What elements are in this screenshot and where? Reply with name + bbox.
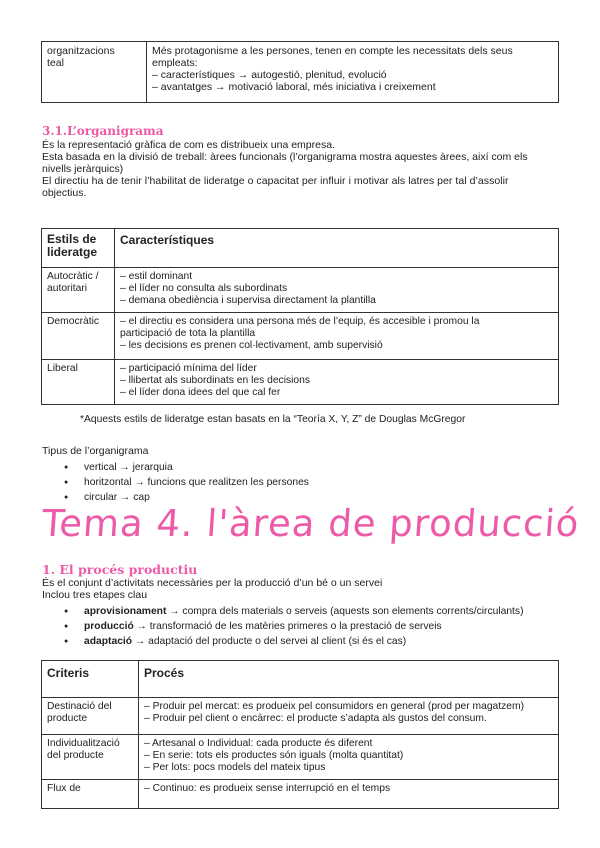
characteristics-cell: – estil dominant – el líder no consulta als subordinats – demana obediència i supervisa directament la plantilla bbox=[115, 268, 559, 313]
table-row bbox=[42, 735, 559, 780]
characteristics-cell: – participació mínima del líder – llibertat als subordinats en les decisions – el líder dona idees del que cal fer bbox=[115, 360, 559, 405]
process-stages-list bbox=[64, 604, 524, 649]
description-cell bbox=[147, 42, 559, 103]
proces-cell: – Continuo: es produeix sense interrupció en el temps bbox=[139, 780, 559, 809]
proces-cell: – Artesanal o Individual: cada producte és diferent – En serie: tots els productes són iguals (molta quantitat) – Per lots: pocs models del mateix tipus bbox=[139, 735, 559, 780]
column-header-caracteristiques: Característiques bbox=[115, 229, 559, 268]
description-line: empleats: bbox=[152, 57, 198, 69]
list-item: ● vertical → jerarquia bbox=[64, 460, 309, 475]
list-item: ● horitzontal → funcions que realitzen les persones bbox=[64, 475, 309, 490]
table-row bbox=[42, 360, 559, 405]
organigrama-heading: 3.1.L’organigrama bbox=[42, 124, 164, 138]
table-row bbox=[42, 313, 559, 360]
paragraph-line: Inclou tres etapes clau bbox=[42, 589, 148, 601]
chapter-title: Tema 4. l'àrea de producció bbox=[40, 502, 581, 545]
term-cell bbox=[42, 42, 147, 103]
process-paragraph bbox=[42, 577, 560, 601]
table-row bbox=[42, 780, 559, 809]
description-line: – avantatges → motivació laboral, més iniciativa i creixement bbox=[152, 81, 436, 93]
section-heading: 1. El procés productiu bbox=[42, 562, 198, 577]
teal-organizations-table bbox=[41, 41, 559, 103]
table-header-row bbox=[42, 229, 559, 268]
column-header-proces: Procés bbox=[139, 661, 559, 698]
proces-cell: – Produir pel mercat: es produeix pel consumidors en general (prod per magatzem) – Produir pel client o encàrrec: el producte s’adapta als gustos del consum. bbox=[139, 698, 559, 735]
term-line: organitzacions bbox=[47, 45, 115, 57]
characteristics-cell: – el directiu es considera una persona més de l’equip, és accesible i promou la participació de tota la plantilla – les decisions es prenen col·lectivament, amb supervisió bbox=[115, 313, 559, 360]
leadership-styles-table bbox=[41, 228, 559, 405]
table-row bbox=[42, 268, 559, 313]
style-cell: Liberal bbox=[42, 360, 115, 405]
production-process-table bbox=[41, 660, 559, 809]
paragraph-line: objectius. bbox=[42, 187, 87, 199]
criteri-cell: Flux de bbox=[42, 780, 139, 809]
description-line: Més protagonisme a les persones, tenen en compte les necessitats dels seus bbox=[152, 45, 513, 57]
list-item: ● adaptació → adaptació del producte o del servei al client (si és el cas) bbox=[64, 634, 524, 649]
table-row bbox=[42, 42, 559, 103]
criteri-cell: Individualització del producte bbox=[42, 735, 139, 780]
table-footnote: *Aquests estils de lideratge estan basats en la “Teoría X, Y, Z” de Douglas McGregor bbox=[80, 414, 466, 425]
organigrama-types-title: Tipus de l’organigrama bbox=[42, 445, 149, 457]
description-line: – característiques → autogestió, plenitud, evolució bbox=[152, 69, 387, 81]
style-cell: Democràtic bbox=[42, 313, 115, 360]
table-row bbox=[42, 698, 559, 735]
organigrama-paragraph bbox=[42, 139, 560, 199]
criteri-cell: Destinació del producte bbox=[42, 698, 139, 735]
paragraph-line: És la representació gràfica de com es distribueix una empresa. bbox=[42, 139, 335, 151]
list-item: ● circular → cap bbox=[64, 490, 309, 505]
list-item: ● producció → transformació de les matèries primeres o la prestació de serveis bbox=[64, 619, 524, 634]
column-header-criteris: Criteris bbox=[42, 661, 139, 698]
term-line: teal bbox=[47, 57, 64, 69]
table-header-row bbox=[42, 661, 559, 698]
paragraph-line: Esta basada en la divisió de treball: àrees funcionals (l’organigrama mostra aquestes àrees, així com els bbox=[42, 151, 528, 163]
paragraph-line: És el conjunt d’activitats necessàries per la producció d’un bé o un servei bbox=[42, 577, 383, 589]
style-cell: Autocràtic / autoritari bbox=[42, 268, 115, 313]
paragraph-line: nivells jeràrquics) bbox=[42, 163, 124, 175]
paragraph-line: El directiu ha de tenir l’habilitat de lideratge o capacitat per influir i motivar als latres per tal d’assolir bbox=[42, 175, 509, 187]
organigrama-types-list bbox=[64, 460, 309, 505]
column-header-estils: Estils de lideratge bbox=[42, 229, 115, 268]
list-item: ● aprovisionament → compra dels materials o serveis (aquests son elements corrents/circulants) bbox=[64, 604, 524, 619]
